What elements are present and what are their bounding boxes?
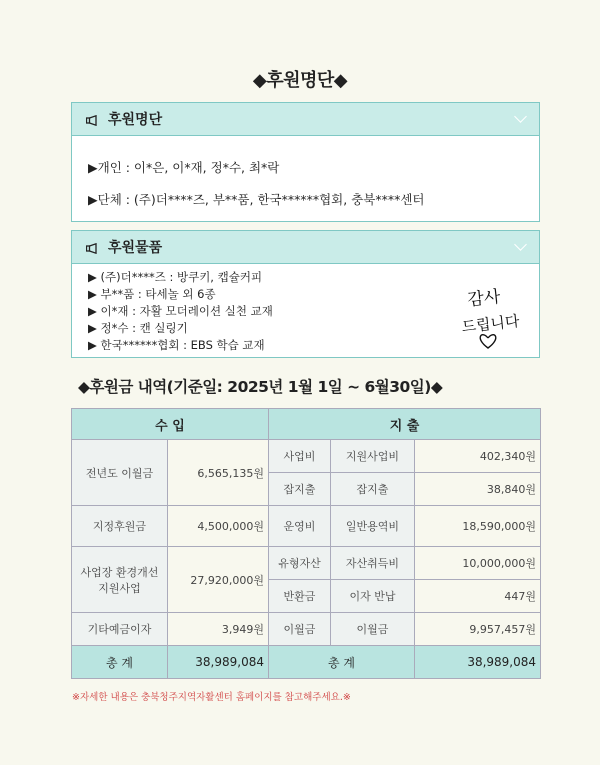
expense-value: 9,957,457원	[415, 613, 541, 646]
expense-total-value: 38,989,084	[415, 646, 541, 679]
income-value: 27,920,000원	[168, 547, 269, 613]
page-title: ◆후원명단◆	[252, 70, 348, 91]
goods-line: ▶ 이*재 : 자활 모더레이션 실천 교재	[88, 304, 273, 318]
expense-category: 이월금	[269, 613, 331, 646]
expense-category: 반환금	[269, 580, 331, 613]
income-total-value: 38,989,084	[168, 646, 269, 679]
donated-goods-title: 후원물품	[108, 240, 163, 256]
footnote: ※자세한 내용은 충북청주지역자활센터 홈페이지를 참고해주세요.※	[72, 692, 351, 703]
income-label: 지정후원금	[72, 506, 168, 547]
income-header: 수 입	[72, 409, 269, 440]
expense-value: 10,000,000원	[415, 547, 541, 580]
income-value: 4,500,000원	[168, 506, 269, 547]
goods-line: ▶ 정*수 : 캔 실링기	[88, 321, 188, 335]
expense-item: 자산취득비	[331, 547, 415, 580]
expense-value: 18,590,000원	[415, 506, 541, 547]
income-total-label: 총 계	[72, 646, 168, 679]
donor-list-panel	[71, 102, 540, 222]
donated-goods-header[interactable]	[72, 231, 539, 264]
expense-category: 사업비	[269, 440, 331, 473]
expense-item: 이월금	[331, 613, 415, 646]
megaphone-icon	[86, 114, 98, 124]
expense-header: 지 출	[269, 409, 541, 440]
donor-group-line: ▶단체 : (주)더****즈, 부**품, 한국******협회, 충북****센터	[88, 192, 425, 207]
finance-table	[71, 408, 541, 679]
expense-category: 운영비	[269, 506, 331, 547]
expense-item: 잡지출	[331, 473, 415, 506]
thank-you-signature	[460, 272, 540, 352]
megaphone-icon	[86, 242, 98, 252]
donor-list-title: 후원명단	[108, 112, 163, 128]
expense-item: 이자 반납	[331, 580, 415, 613]
expense-value: 447원	[415, 580, 541, 613]
income-label: 전년도 이월금	[72, 440, 168, 506]
donor-list-header[interactable]	[72, 103, 539, 136]
chevron-down-icon[interactable]	[514, 238, 527, 251]
donor-individual-line: ▶개인 : 이*은, 이*재, 정*수, 최*락	[88, 160, 280, 175]
income-value: 6,565,135원	[168, 440, 269, 506]
income-value: 3,949원	[168, 613, 269, 646]
finance-title: ◆후원금 내역(기준일: 2025년 1월 1일 ~ 6월30일)◆	[78, 378, 443, 396]
table-row	[72, 440, 541, 473]
chevron-down-icon[interactable]	[514, 110, 527, 123]
expense-category: 잡지출	[269, 473, 331, 506]
expense-item: 일반용역비	[331, 506, 415, 547]
total-row	[72, 646, 541, 679]
income-label: 기타예금이자	[72, 613, 168, 646]
table-row	[72, 613, 541, 646]
svg-text:드립니다: 드립니다	[460, 311, 521, 336]
table-row	[72, 506, 541, 547]
goods-line: ▶ 부**품 : 타세놀 외 6종	[88, 287, 216, 301]
expense-category: 유형자산	[269, 547, 331, 580]
expense-item: 지원사업비	[331, 440, 415, 473]
goods-line: ▶ (주)더****즈 : 방쿠키, 캡슐커피	[88, 270, 263, 284]
expense-total-label: 총 계	[269, 646, 415, 679]
table-row	[72, 547, 541, 580]
svg-text:감사: 감사	[466, 286, 502, 311]
expense-value: 402,340원	[415, 440, 541, 473]
goods-line: ▶ 한국******협회 : EBS 학습 교재	[88, 338, 265, 352]
expense-value: 38,840원	[415, 473, 541, 506]
income-label: 사업장 환경개선 지원사업	[72, 547, 168, 613]
